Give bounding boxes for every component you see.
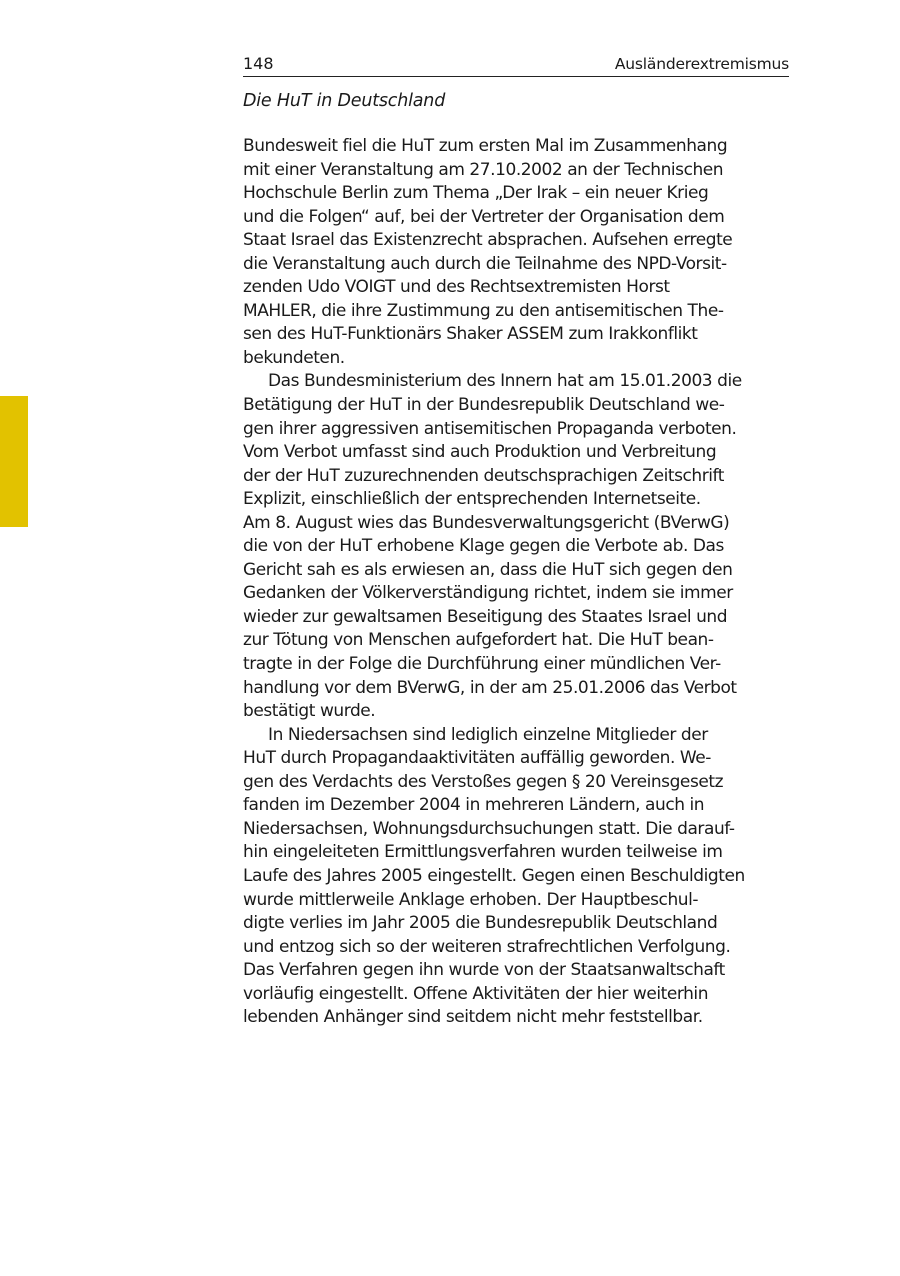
text-line: der der HuT zuzurechnenden deutschsprachigen Zeitschrift (243, 465, 724, 486)
text-line: wurde mittlerweile Anklage erhoben. Der Hauptbeschul- (243, 889, 699, 910)
text-line: mit einer Veranstaltung am 27.10.2002 an der Technischen (243, 159, 724, 180)
text-line: Gericht sah es als erwiesen an, dass die HuT sich gegen den (243, 559, 733, 580)
section-heading: Die HuT in Deutschland (243, 91, 446, 111)
text-line: digte verlies im Jahr 2005 die Bundesrepublik Deutschland (243, 913, 718, 934)
text-line: Das Verfahren gegen ihn wurde von der Staatsanwaltschaft (243, 960, 725, 981)
text-line: Explizit, einschließlich der entsprechenden Internetseite. (243, 489, 701, 510)
text-line: vorläufig eingestellt. Offene Aktivitäten der hier weiterhin (243, 983, 709, 1004)
text-line: Laufe des Jahres 2005 eingestellt. Gegen einen Beschuldigten (243, 865, 745, 886)
text-line: sen des HuT-Funktionärs Shaker ASSEM zum Irakkonflikt (243, 324, 698, 345)
text-line: handlung vor dem BVerwG, in der am 25.01.2006 das Verbot (243, 677, 737, 698)
text-line: MAHLER, die ihre Zustimmung zu den antisemitischen The- (243, 300, 724, 321)
text-line: hin eingeleiteten Ermittlungsverfahren wurden teilweise im (243, 842, 723, 863)
text-line: gen des Verdachts des Verstoßes gegen § 20 Vereinsgesetz (243, 771, 724, 792)
text-line: Staat Israel das Existenzrecht absprachen. Aufsehen erregte (243, 230, 733, 251)
text-line: die Veranstaltung auch durch die Teilnahme des NPD-Vorsit- (243, 253, 727, 274)
page-number: 148 (243, 54, 274, 73)
text-line: bekundeten. (243, 347, 345, 368)
text-line: zenden Udo VOIGT und des Rechtsextremisten Horst (243, 277, 670, 298)
page-header (243, 52, 789, 77)
text-line: gen ihrer aggressiven antisemitischen Propaganda verboten. (243, 418, 737, 439)
text-line: bestätigt wurde. (243, 701, 376, 722)
text-line: Hochschule Berlin zum Thema „Der Irak – ein neuer Krieg (243, 183, 709, 204)
text-line: und entzog sich so der weiteren strafrechtlichen Verfolgung. (243, 936, 731, 957)
text-line: und die Folgen“ auf, bei der Vertreter der Organisation dem (243, 206, 725, 227)
text-line: Gedanken der Völkerverständigung richtet, indem sie immer (243, 583, 733, 604)
running-title: Ausländerextremismus (614, 55, 789, 73)
text-line: lebenden Anhänger sind seitdem nicht mehr feststellbar. (243, 1007, 703, 1028)
text-line: tragte in der Folge die Durchführung einer mündlichen Ver- (243, 654, 721, 675)
body-text (243, 135, 789, 1030)
text-line: fanden im Dezember 2004 in mehreren Ländern, auch in (243, 795, 705, 816)
text-line: Vom Verbot umfasst sind auch Produktion und Verbreitung (243, 442, 717, 463)
text-line: Betätigung der HuT in der Bundesrepublik Deutschland we- (243, 395, 725, 416)
text-line: Das Bundesministerium des Innern hat am 15.01.2003 die (268, 371, 742, 392)
text-line: Bundesweit fiel die HuT zum ersten Mal im Zusammenhang (243, 136, 728, 156)
text-line: Am 8. August wies das Bundesverwaltungsgericht (BVerwG) (243, 512, 730, 533)
text-line: HuT durch Propagandaaktivitäten auffällig geworden. We- (243, 748, 711, 769)
text-line: In Niedersachsen sind lediglich einzelne Mitglieder der (268, 724, 708, 745)
text-line: zur Tötung von Menschen aufgefordert hat. Die HuT bean- (243, 630, 714, 651)
text-line: wieder zur gewaltsamen Beseitigung des Staates Israel und (243, 606, 728, 627)
chapter-side-tab (0, 396, 28, 527)
text-line: Niedersachsen, Wohnungsdurchsuchungen statt. Die darauf- (243, 818, 735, 839)
text-line: die von der HuT erhobene Klage gegen die Verbote ab. Das (243, 536, 724, 557)
